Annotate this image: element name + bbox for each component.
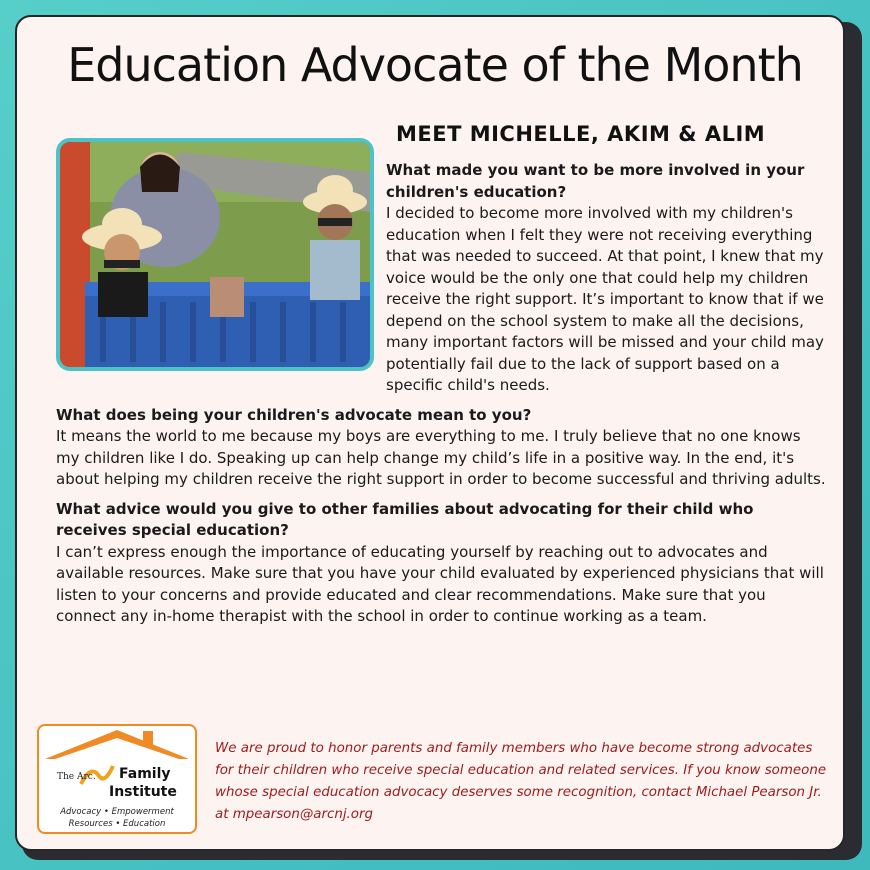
answer-3: I can’t express enough the importance of educating yourself by reaching out to advocates and available resources. Make sure that you have your child evaluated by experienced physicians that will listen to your concerns and provide educated and clear recommendations. Make sure that you connect any in-home therapist with the school in order to continue working as a team. — [56, 542, 824, 625]
logo-tagline-1: Advocacy • Empowerment — [60, 807, 174, 817]
logo-family-text: Family — [119, 766, 171, 782]
logo-institute-text: Institute — [109, 784, 177, 800]
question-3: What advice would you give to other families about advocating for their child who receives special education? — [56, 499, 754, 539]
photo-wrap-spacer — [56, 160, 386, 378]
interview-body — [56, 160, 828, 636]
arc-family-institute-logo — [37, 724, 197, 834]
page-title: Education Advocate of the Month — [67, 38, 803, 92]
subtitle: MEET MICHELLE, AKIM & ALIM — [396, 122, 766, 146]
question-1: What made you want to be more involved in your children's education? — [386, 161, 805, 201]
answer-1: I decided to become more involved with my children's education when I felt they were not receiving everything that was needed to succeed. At that point, I knew that my voice would be the only one that could help my children receive the right support. It’s important to know that if we depend on the school system to make all the decisions, many important factors will be missed and your child may potentially fail due to the lack of support based on a specific child's needs. — [386, 204, 824, 394]
qa-item-3 — [56, 499, 828, 628]
qa-item-2 — [56, 405, 828, 491]
logo-arc-text: The Arc. — [57, 772, 96, 782]
question-2: What does being your children's advocate mean to you? — [56, 405, 532, 424]
answer-2: It means the world to me because my boys are everything to me. I truly believe that no one knows my children like I do. Speaking up can help change my child’s life in a positive way. In the end, it's about helping my children receive the right support in order to become successful and thriving adults. — [56, 427, 826, 488]
logo-tagline-2: Resources • Education — [68, 819, 166, 829]
footer-message: We are proud to honor parents and family members who have become strong advocates for their children who receive special education and related services. If you know someone whose special education advocacy deserves some recognition, contact Michael Pearson Jr. at mpearson@arcnj.org — [215, 741, 827, 822]
house-roof-icon — [39, 726, 195, 766]
